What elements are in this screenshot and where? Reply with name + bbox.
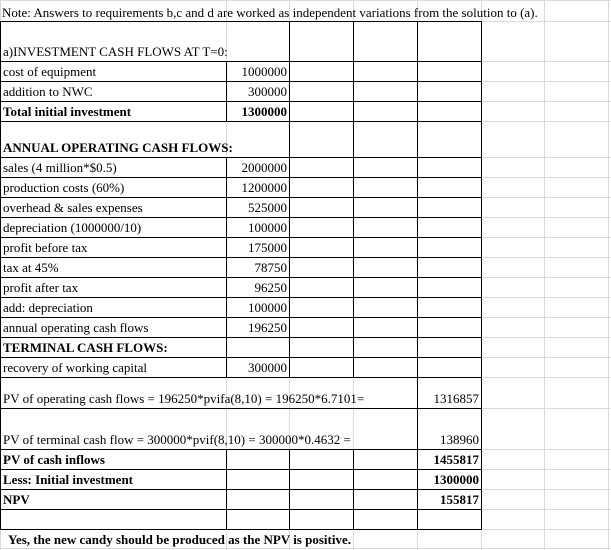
empty-cell[interactable]: [417, 61, 482, 82]
empty-cell[interactable]: [417, 257, 482, 278]
empty-cell[interactable]: [417, 197, 482, 218]
row-value[interactable]: 300000: [226, 357, 290, 378]
empty-cell[interactable]: [417, 237, 482, 258]
empty-cell[interactable]: [289, 317, 354, 338]
empty-cell[interactable]: [417, 337, 482, 358]
row-value[interactable]: 100000: [226, 217, 290, 238]
empty-cell[interactable]: [417, 357, 482, 378]
pv-npv-label[interactable]: NPV: [0, 489, 227, 510]
empty-cell[interactable]: [289, 121, 354, 158]
pv-npv-value[interactable]: 155817: [417, 489, 482, 510]
pv-operating-value[interactable]: 1316857: [417, 377, 482, 409]
empty-cell[interactable]: [417, 157, 482, 178]
row-value[interactable]: 175000: [226, 237, 290, 258]
empty-cell[interactable]: [289, 469, 354, 490]
row-label[interactable]: production costs (60%): [0, 177, 227, 198]
empty-cell[interactable]: [417, 101, 482, 122]
empty-cell[interactable]: [226, 337, 290, 358]
empty-cell[interactable]: [289, 157, 354, 178]
empty-cell[interactable]: [353, 217, 418, 238]
empty-cell[interactable]: [289, 297, 354, 318]
row-label[interactable]: sales (4 million*$0.5): [0, 157, 227, 178]
empty-cell[interactable]: [353, 317, 418, 338]
empty-cell[interactable]: [353, 337, 418, 358]
empty-cell[interactable]: [353, 61, 418, 82]
empty-cell[interactable]: [289, 101, 354, 122]
empty-cell[interactable]: [289, 217, 354, 238]
empty-cell[interactable]: [353, 21, 418, 62]
empty-cell[interactable]: [289, 237, 354, 258]
investment-heading[interactable]: a)INVESTMENT CASH FLOWS AT T=0:: [0, 21, 290, 62]
empty-cell[interactable]: [353, 489, 418, 510]
row-value[interactable]: 1200000: [226, 177, 290, 198]
empty-cell[interactable]: [353, 297, 418, 318]
row-label[interactable]: overhead & sales expenses: [0, 197, 227, 218]
empty-cell[interactable]: [417, 317, 482, 338]
pv-less-label[interactable]: Less: Initial investment: [0, 469, 227, 490]
row-value[interactable]: 196250: [226, 317, 290, 338]
empty-cell[interactable]: [353, 449, 418, 470]
empty-cell[interactable]: [353, 469, 418, 490]
empty-cell[interactable]: [417, 177, 482, 198]
gridline-col: [544, 0, 545, 550]
empty-cell[interactable]: [289, 197, 354, 218]
empty-cell[interactable]: [289, 337, 354, 358]
pv-operating-label[interactable]: PV of operating cash flows = 196250*pvifa(8,10) = 196250*6.7101=: [0, 377, 418, 409]
empty-cell[interactable]: [417, 217, 482, 238]
conclusion-text[interactable]: Yes, the new candy should be produced as the NPV is positive.: [8, 532, 351, 547]
row-value[interactable]: 1300000: [226, 101, 290, 122]
gridline-col: [608, 0, 609, 550]
empty-cell[interactable]: [353, 177, 418, 198]
row-label[interactable]: profit before tax: [0, 237, 227, 258]
empty-cell[interactable]: [417, 297, 482, 318]
row-value[interactable]: 1000000: [226, 61, 290, 82]
empty-cell[interactable]: [289, 257, 354, 278]
empty-cell[interactable]: [353, 101, 418, 122]
empty-cell[interactable]: [353, 277, 418, 298]
row-label[interactable]: profit after tax: [0, 277, 227, 298]
empty-cell[interactable]: [289, 509, 354, 530]
pv-inflows-value[interactable]: 1455817: [417, 449, 482, 470]
row-value[interactable]: 525000: [226, 197, 290, 218]
empty-cell[interactable]: [226, 489, 290, 510]
empty-cell[interactable]: [289, 489, 354, 510]
row-label[interactable]: Total initial investment: [0, 101, 227, 122]
empty-cell[interactable]: [289, 81, 354, 102]
row-label[interactable]: addition to NWC: [0, 81, 227, 102]
empty-cell[interactable]: [353, 81, 418, 102]
row-label[interactable]: recovery of working capital: [0, 357, 227, 378]
empty-cell[interactable]: [353, 197, 418, 218]
empty-cell[interactable]: [0, 509, 227, 530]
pv-terminal-value[interactable]: 138960: [417, 408, 482, 450]
empty-cell[interactable]: [353, 237, 418, 258]
row-label[interactable]: annual operating cash flows: [0, 317, 227, 338]
empty-cell[interactable]: [353, 157, 418, 178]
pv-less-value[interactable]: 1300000: [417, 469, 482, 490]
empty-cell[interactable]: [289, 61, 354, 82]
empty-cell[interactable]: [417, 509, 482, 530]
empty-cell[interactable]: [353, 257, 418, 278]
empty-cell[interactable]: [353, 121, 418, 158]
row-value[interactable]: 2000000: [226, 157, 290, 178]
row-label[interactable]: tax at 45%: [0, 257, 227, 278]
empty-cell[interactable]: [289, 177, 354, 198]
empty-cell[interactable]: [289, 277, 354, 298]
empty-cell[interactable]: [226, 509, 290, 530]
empty-cell[interactable]: [226, 449, 290, 470]
row-value[interactable]: 100000: [226, 297, 290, 318]
empty-cell[interactable]: [417, 277, 482, 298]
empty-cell[interactable]: [417, 121, 482, 158]
row-value[interactable]: 96250: [226, 277, 290, 298]
pv-inflows-label[interactable]: PV of cash inflows: [0, 449, 227, 470]
empty-cell[interactable]: [417, 81, 482, 102]
empty-cell[interactable]: [417, 21, 482, 62]
empty-cell[interactable]: [226, 469, 290, 490]
row-label[interactable]: depreciation (1000000/10): [0, 217, 227, 238]
empty-cell[interactable]: [289, 449, 354, 470]
row-value[interactable]: 300000: [226, 81, 290, 102]
row-label[interactable]: cost of equipment: [0, 61, 227, 82]
empty-cell[interactable]: [353, 357, 418, 378]
empty-cell[interactable]: [289, 357, 354, 378]
terminal-heading[interactable]: TERMINAL CASH FLOWS:: [0, 337, 227, 358]
note-text[interactable]: Note: Answers to requirements b,c and d are worked as independent variations from the solution to (a).: [2, 5, 538, 20]
pv-terminal-label[interactable]: PV of terminal cash flow = 300000*pvif(8,10) = 300000*0.4632 =: [0, 408, 418, 450]
empty-cell[interactable]: [353, 509, 418, 530]
row-label[interactable]: add: depreciation: [0, 297, 227, 318]
empty-cell[interactable]: [289, 21, 354, 62]
operating-heading[interactable]: ANNUAL OPERATING CASH FLOWS:: [0, 121, 290, 158]
row-value[interactable]: 78750: [226, 257, 290, 278]
